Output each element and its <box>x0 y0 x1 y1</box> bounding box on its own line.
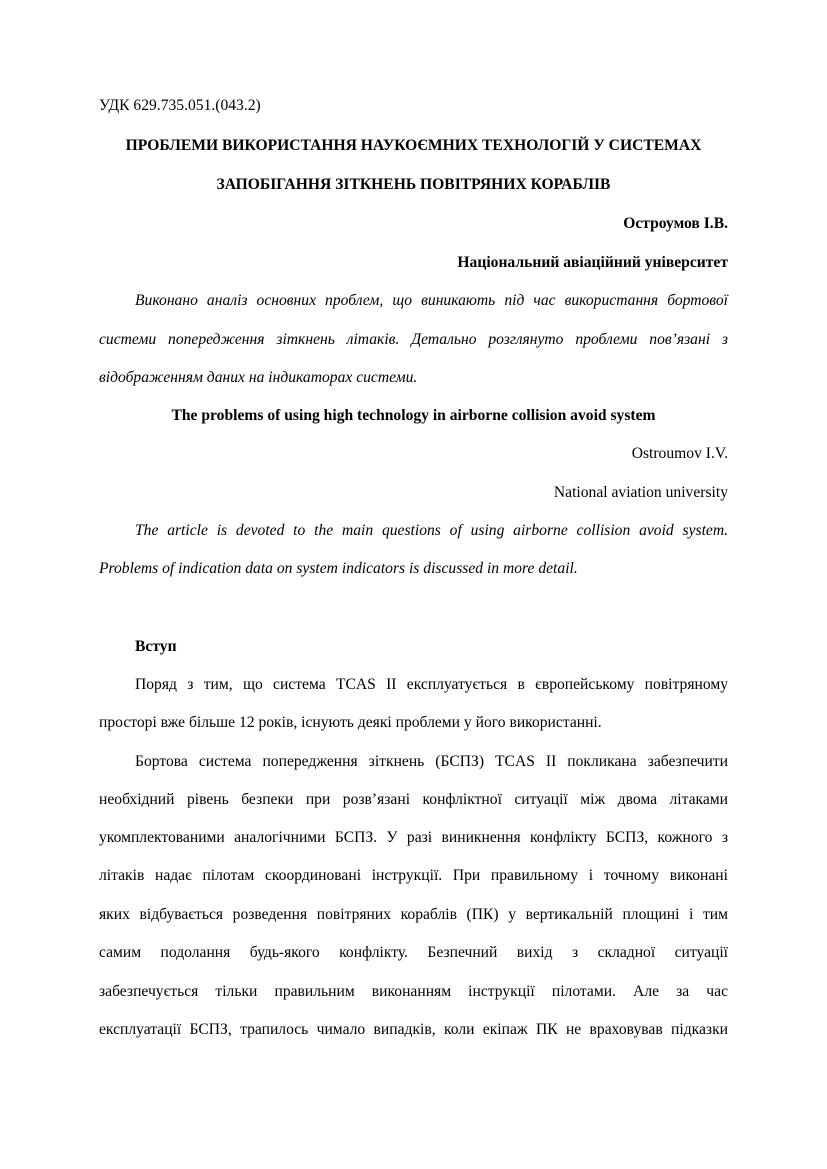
author-name: Остроумов І.В. <box>623 215 728 232</box>
abstract-ua-line-3: відображенням даних на індикаторах системи. <box>99 369 418 386</box>
abstract-en-line-1: The article is devoted to the main questions of using airborne collision avoid system. <box>135 522 728 539</box>
abstract-ua-line-1: Виконано аналіз основних проблем, що виникають під час використання бортової <box>135 292 728 309</box>
english-title: The problems of using high technology in airborne collision avoid system <box>171 407 656 424</box>
paper-title-line-1: ПРОБЛЕМИ ВИКОРИСТАННЯ НАУКОЄМНИХ ТЕХНОЛОГІЙ У СИСТЕМАХ <box>125 137 702 154</box>
english-author: Ostroumov I.V. <box>631 445 728 462</box>
section-heading: Вступ <box>135 638 177 655</box>
abstract-en-line-2: Problems of indication data on system indicators is discussed in more detail. <box>99 560 578 577</box>
paragraph-2-line-5: яких відбувається розведення повітряних кораблів (ПК) у вертикальній площині і тим <box>99 906 728 923</box>
paragraph-2-line-7: забезпечується тільки правильним виконанням інструкції пілотами. Але за час <box>99 983 728 1000</box>
author-affiliation: Національний авіаційний університет <box>457 254 728 271</box>
paragraph-2-line-1: Бортова система попередження зіткнень (БСПЗ) TCAS II покликана забезпечити <box>135 753 728 770</box>
paragraph-2-line-8: експлуатації БСПЗ, трапилось чимало випадків, коли екіпаж ПК не враховував підказки <box>99 1021 728 1038</box>
paragraph-1-line-2: просторі вже більше 12 років, існують деякі проблеми у його використанні. <box>99 714 602 731</box>
paragraph-2-line-4: літаків надає пілотам скоординовані інструкції. При правильному і точному виконані <box>99 867 728 884</box>
paper-title-line-2: ЗАПОБІГАННЯ ЗІТКНЕНЬ ПОВІТРЯНИХ КОРАБЛІВ <box>216 176 611 193</box>
paragraph-1-line-1: Поряд з тим, що система TCAS II експлуатується в європейському повітряному <box>135 676 728 693</box>
paragraph-2-line-6: самим подолання будь-якого конфлікту. Безпечний вихід з складної ситуації <box>99 944 728 961</box>
udc-code: УДК 629.735.051.(043.2) <box>99 97 261 114</box>
paragraph-2-line-3: укомплектованими аналогічними БСПЗ. У разі виникнення конфлікту БСПЗ, кожного з <box>99 829 728 846</box>
abstract-ua-line-2: системи попередження зіткнень літаків. Детально розглянуто проблеми пов’язані з <box>99 331 728 348</box>
english-affiliation: National aviation university <box>553 484 728 501</box>
paragraph-2-line-2: необхідний рівень безпеки при розв’язані конфліктної ситуації між двома літаками <box>99 791 728 808</box>
